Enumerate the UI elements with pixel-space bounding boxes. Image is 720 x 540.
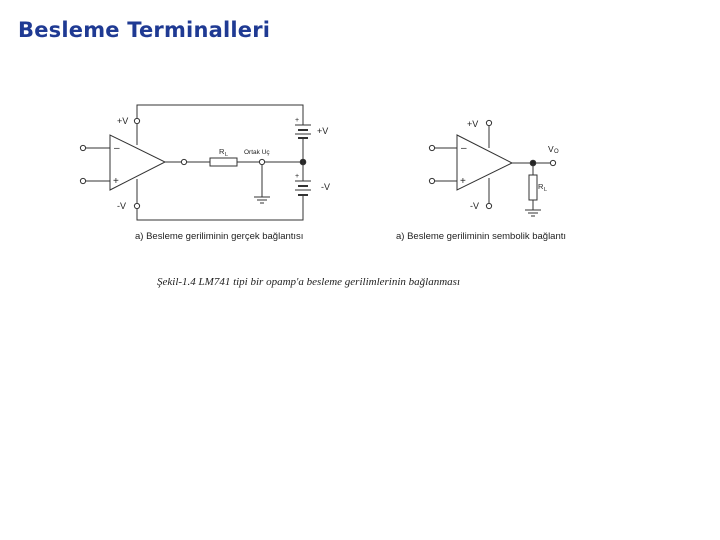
circuit-a-output-terminal (181, 159, 186, 164)
circuit-a (80, 105, 311, 220)
circuit-a-rl-sub: L (225, 152, 229, 158)
circuit-b-noninverting-terminal (429, 178, 434, 183)
circuit-a-minus-sign: – (114, 143, 120, 154)
circuit-a-noninverting-terminal (80, 178, 85, 183)
circuit-a-plus-sign: + (113, 176, 119, 187)
circuit-a-bottom-wire (137, 195, 303, 220)
slide-title: Besleme Terminalleri (18, 18, 271, 42)
circuit-a-inverting-terminal (80, 145, 85, 150)
circuit-b-caption: a) Besleme geriliminin sembolik bağlantı (396, 231, 567, 242)
circuit-b (429, 120, 555, 216)
circuit-b-neg-label: -V (470, 201, 479, 211)
circuit-b-load-resistor (529, 175, 537, 200)
circuit-a-pos-label: +V (117, 116, 129, 126)
circuit-b-minus-sign: – (461, 143, 467, 154)
circuit-a-batt-bot-plus: + (295, 173, 300, 180)
circuit-b-rl-sub: L (544, 187, 548, 193)
circuit-b-pos-label: +V (467, 119, 479, 129)
circuit-b-plus-sign: + (460, 176, 466, 187)
circuit-a-common-label: Ortak Uç (244, 149, 270, 156)
circuit-a-batt-top-plus: + (295, 117, 300, 124)
circuit-a-batt-bot-label: -V (321, 182, 330, 192)
circuit-b-neg-terminal (486, 203, 491, 208)
circuit-a-neg-terminal (134, 203, 139, 208)
circuit-b-vo-sub: O (554, 149, 559, 155)
circuit-a-neg-label: -V (117, 201, 126, 211)
circuit-a-pos-terminal (134, 118, 139, 123)
figure-caption: Şekil-1.4 LM741 tipi bir opamp'a besleme gerilimlerinin bağlanması (157, 276, 460, 288)
circuit-a-batt-top-label: +V (317, 126, 329, 136)
circuit-b-vo-label: V (548, 144, 554, 154)
circuit-b-output-terminal (550, 160, 555, 165)
circuit-a-top-wire (137, 105, 303, 125)
circuit-a-rl-label: R (219, 147, 225, 156)
circuit-a-common-terminal (259, 159, 264, 164)
circuit-a-caption: a) Besleme geriliminin gerçek bağlantısı (135, 231, 304, 242)
circuit-a-load-resistor (210, 158, 237, 166)
circuit-b-rl-label: R (538, 182, 544, 191)
circuit-b-inverting-terminal (429, 145, 434, 150)
circuit-b-pos-terminal (486, 120, 491, 125)
